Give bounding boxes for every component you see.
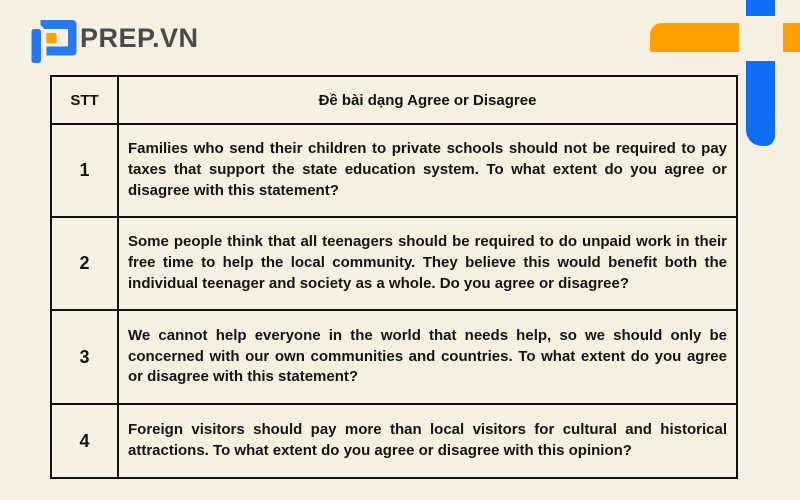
brand-name: PREP.VN (80, 23, 199, 53)
table-header-topic: Đề bài dạng Agree or Disagree (118, 76, 737, 124)
table-row (51, 310, 737, 404)
decor-orange-bar-right (783, 23, 800, 52)
table-row (51, 217, 737, 310)
row-number-cell: 2 (51, 217, 118, 310)
topic-cell: Some people think that all teenagers should be required to do unpaid work in their free time to help the local community. They believe this would benefit both the individual teenager and society as a whole. Do you agree or disagree? (118, 217, 737, 310)
decor-orange-bar-left (650, 23, 739, 52)
row-number-cell: 4 (51, 404, 118, 478)
topic-cell: Families who send their children to private schools should not be required to pay taxes that support the state education system. To what extent do you agree or disagree with this statement? (118, 124, 737, 217)
row-number-cell: 3 (51, 310, 118, 404)
decor-blue-bar-top (746, 0, 775, 16)
table-header-row (51, 76, 737, 124)
table-header-stt: STT (51, 76, 118, 124)
topics-table (50, 75, 738, 479)
table-row (51, 124, 737, 217)
row-number-cell: 1 (51, 124, 118, 217)
prep-logo-icon (31, 19, 77, 63)
table-row (51, 404, 737, 478)
topic-cell: Foreign visitors should pay more than local visitors for cultural and historical attractions. To what extent do you agree or disagree with this opinion? (118, 404, 737, 478)
prep-logo (31, 19, 199, 63)
decor-blue-bar-bottom (746, 61, 775, 146)
topic-cell: We cannot help everyone in the world that needs help, so we should only be concerned with our own communities and countries. To what extent do you agree or disagree with this statement? (118, 310, 737, 404)
